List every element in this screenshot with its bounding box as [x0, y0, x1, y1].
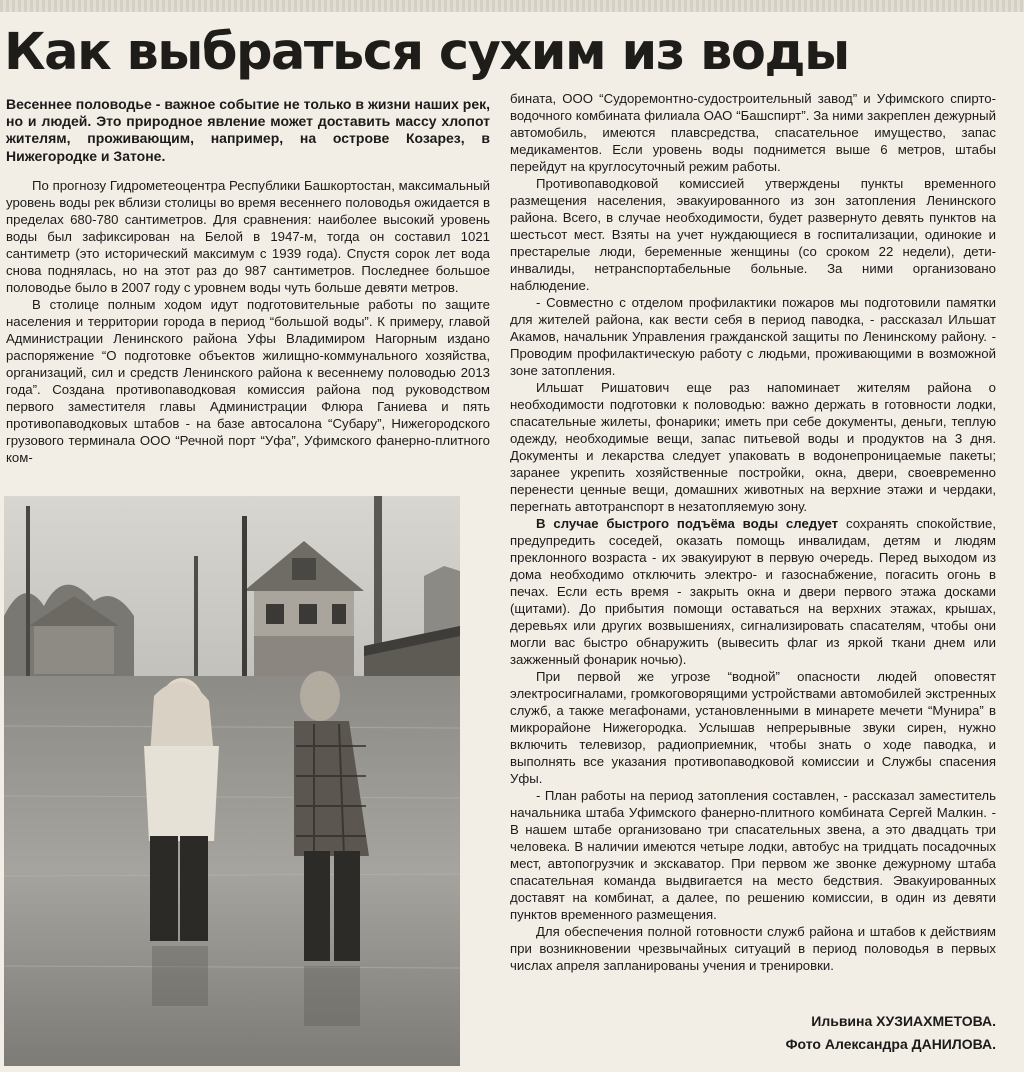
byline-photo-credit: Фото Александра ДАНИЛОВА. — [785, 1036, 996, 1052]
article-lead: Весеннее половодье - важное событие не только в жизни наших рек, но и людей. Это природное явление может доставить массу хлопот жителям, проживающим, например, на острове Козарез, в Нижегородке и Затоне. — [6, 96, 490, 164]
flood-photo-image — [4, 496, 460, 1066]
article-paragraph: Для обеспечения полной готовности служб района и штабов к действиям при возникновении чрезвычайных ситуаций в период половодья в первых числах апреля запланированы учения и тренировки. — [510, 924, 996, 973]
byline — [786, 1010, 996, 1056]
emergency-lead-in: В случае быстрого подъёма воды следует — [536, 516, 839, 531]
article-column-left — [6, 96, 490, 466]
article-column-right — [510, 90, 996, 974]
article-paragraph: бината, ООО “Судоремонтно-судостроительный завод” и Уфимского спирто-водочного комбината филиала ОАО “Башспирт”. За ними закреплен дежурный автомобиль, имеются плавсредства, спасательное имущество, запас медикаментов. Если уровень воды поднимется выше 6 метров, штабы перейдут на круглосуточный режим работы. — [510, 91, 996, 174]
article-headline: Как выбраться сухим из воды — [4, 23, 849, 82]
flood-photo — [4, 496, 460, 1066]
article-paragraph: Противопаводковой комиссией утверждены пункты временного размещения населения, эвакуированного из зон затопления Ленинского района. Всего, в случае необходимости, будет развернуто девять пунктов на шестьсот мест. Взяты на учет нуждающиеся в госпитализации, одинокие и престарелые люди, беременные женщины (со сроком 22 недели), дети-инвалиды, нетранспортабельные больные. За ними организовано наблюдение. — [510, 176, 996, 293]
article-paragraph: По прогнозу Гидрометеоцентра Республики Башкортостан, максимальный уровень воды рек вблизи столицы во время весеннего половодья ожидается в пределах 680-780 сантиметров. Для сравнения: наиболее высокий уровень воды был зафиксирован на Белой в 1947-м, тогда он составил 1021 сантиметр (это исторический максимум с 1939 года). Спустя сорок лет вода снова поднялась, но на этот раз до 987 сантиметров. Последнее большое половодье было в 2007 году с уровнем воды чуть больше девяти метров. — [6, 177, 490, 295]
article-paragraph: При первой же угрозе “водной” опасности людей оповестят электросигналами, громкоговорящими устройствами автомобилей экстренных служб, а также мегафонами, установленными в минарете мечети “Мунира” в микрорайоне Нижегородка. Услышав непрерывные звуки сирен, нужно включить телевизор, радиоприемник, чтобы знать о ходе паводка, и выполнять все указания противопаводковой комиссии и Службы спасения Уфы. — [510, 669, 996, 786]
emergency-text: сохранять спокойствие, предупредить соседей, оказать помощь инвалидам, детям и людям преклонного возраста - их эвакуируют в первую очередь. Перед выходом из дома необходимо отключить электро- и газоснабжение, погасить огонь в печах. Если есть время - закрыть окна и двери первого этажа досками (щитами). До прибытия помощи оставаться на верхних этажах, крышах, деревьях или других возвышениях, сигнализировать спасателям, чтобы они могли вас быстро обнаружить (вывесить флаг из яркой ткани днем или зажженный фонарик ночью). — [510, 516, 997, 667]
article-paragraph: - Совместно с отделом профилактики пожаров мы подготовили памятки для жителей района, как вести себя в период паводка, - рассказал Ильшат Акамов, начальник Управления гражданской защиты по Ленинскому району. - Проводим профилактическую работу с людьми, проживающими в возможной зоне затопления. — [510, 295, 996, 378]
page-top-edge — [0, 0, 1024, 12]
byline-author: Ильвина ХУЗИАХМЕТОВА. — [811, 1013, 996, 1029]
article-paragraph: - План работы на период затопления составлен, - рассказал заместитель начальника штаба Уфимского фанерно-плитного комбината Сергей Малкин. - В нашем штабе организовано три спасательных звена, а это двадцать три человека. В наличии имеются четыре лодки, автобус на тридцать посадочных мест, автопогрузчик и экскаватор. При первом же звонке дежурному штаба спасательная команда выдвигается на место бедствия. Эвакуированных доставят на комбинат, а далее, по решению комиссии, в один из девяти пунктов временного размещения. — [510, 788, 996, 922]
article-paragraph: В столице полным ходом идут подготовительные работы по защите населения и территории города в период “большой воды”. К примеру, главой Администрации Ленинского района Уфы Владимиром Нагорным издано распоряжение “О подготовке объектов жилищно-коммунального хозяйства, организаций, сил и средств Ленинского района к весеннему половодью 2013 года”. Создана противопаводковая комиссия района под руководством первого заместителя главы Администрации Флюра Ганиева и пять противопаводковых штабов - на базе автосалона “Субару”, Нижегородского грузового терминала ООО “Речной порт “Уфа”, Уфимского фанерно-плитного ком- — [6, 296, 490, 465]
article-paragraph-emergency — [510, 515, 996, 668]
article-paragraph: Ильшат Ришатович еще раз напоминает жителям района о необходимости подготовки к половодью: важно держать в готовности лодки, спасательные жилеты, фонарики; иметь при себе документы, деньги, теплую одежду, необходимые вещи, запас питьевой воды и продуктов на 3 дня. Документы и лекарства следует упаковать в водонепроницаемые пакеты; заранее укрепить хозяйственные постройки, окна, двери, своевременно перенести ценные вещи, домашних животных на верхние этажи и чердаки, перегнать автотранспорт в незатопляемую зону. — [510, 380, 996, 514]
